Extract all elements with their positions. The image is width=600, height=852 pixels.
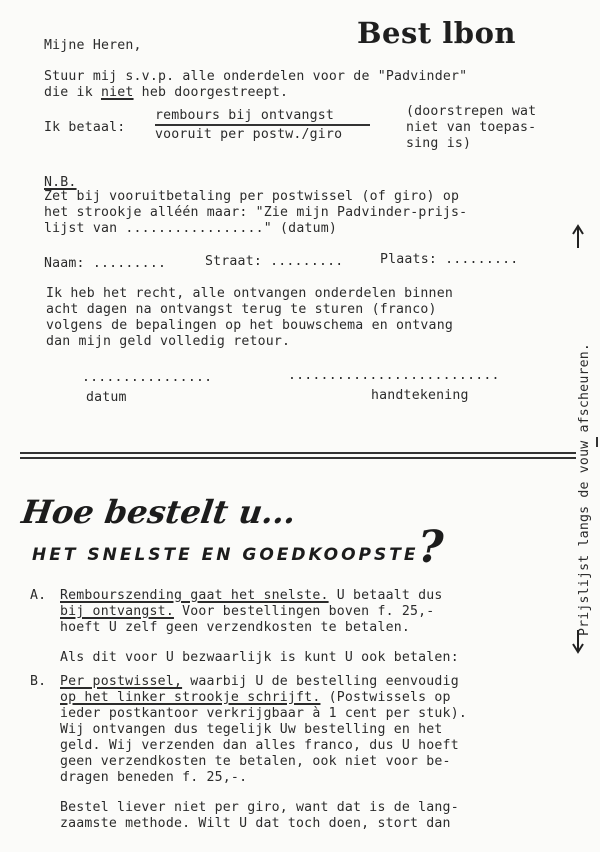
- rights-line-3: volgens de bepalingen op het bouwschema en ontvang: [46, 318, 453, 333]
- salutation: Mijne Heren,: [44, 38, 142, 53]
- payment-note-2: niet van toepas-: [406, 120, 537, 135]
- question-mark: ?: [418, 522, 444, 573]
- field-naam: Naam: .........: [44, 256, 167, 271]
- payment-option-rembours: rembours bij ontvangst: [155, 108, 335, 123]
- fold-line-bottom: [20, 457, 576, 459]
- how-subheading: HET SNELSTE EN GOEDKOOPSTE: [32, 545, 419, 565]
- intro-line-2: die ik niet heb doorgestreept.: [44, 85, 289, 100]
- section-a-line-1: Rembourszending gaat het snelste. U betaalt dus: [60, 588, 443, 603]
- nb-line-2: het strookje alléén maar: "Zie mijn Padvinder-prijs-: [44, 205, 468, 220]
- intro-line-1: Stuur mij s.v.p. alle onderdelen voor de "Padvinder": [44, 69, 468, 84]
- date-label: datum: [86, 390, 127, 405]
- niet-emphasis: niet: [100, 85, 134, 100]
- section-b-line-3: ieder postkantoor verkrijgbaar à 1 cent per stuk).: [60, 706, 467, 721]
- fold-line-top: [20, 452, 576, 454]
- section-b-line-1: Per postwissel, waarbij U de bestelling eenvoudig: [60, 674, 459, 689]
- section-a-line-3: hoeft U zelf geen verzendkosten te betalen.: [60, 620, 411, 635]
- how-heading: Hoe bestelt u...: [19, 493, 299, 531]
- section-b-marker: B.: [30, 674, 47, 689]
- section-b-line-7: dragen beneden f. 25,-.: [60, 770, 248, 785]
- rights-line-4: dan mijn geld volledig retour.: [46, 334, 291, 349]
- section-a-line-2: bij ontvangst. Voor bestellingen boven f. 25,-: [60, 604, 435, 619]
- section-b-line-5: geld. Wij verzenden dan alles franco, dus U hoeft: [60, 738, 459, 753]
- payment-option-vooruit: vooruit per postw./giro: [155, 127, 343, 142]
- field-straat: Straat: .........: [205, 254, 344, 269]
- giro-line-2: zaamste methode. Wilt U dat toch doen, stort dan: [60, 816, 451, 831]
- rights-line-2: acht dagen na ontvangst terug te sturen (franco): [46, 302, 437, 317]
- payment-note-1: (doorstrepen wat: [406, 104, 537, 119]
- date-dots: ................: [82, 370, 213, 385]
- nb-line-1: Zet bij vooruitbetaling per postwissel (of giro) op: [44, 189, 460, 204]
- nb-line-3: lijst van ................." (datum): [44, 221, 338, 236]
- payment-label: Ik betaal:: [44, 120, 126, 135]
- giro-line-1: Bestel liever niet per giro, want dat is de lang-: [60, 800, 459, 815]
- alt-payment: Als dit voor U bezwaarlijk is kunt U ook betalen:: [60, 650, 459, 665]
- field-plaats: Plaats: .........: [380, 252, 519, 267]
- payment-note-3: sing is): [406, 136, 472, 151]
- fold-mark: [596, 437, 598, 447]
- signature-dots: ..........................: [288, 368, 500, 383]
- section-a-marker: A.: [30, 588, 47, 603]
- arrow-down-icon: [568, 628, 588, 656]
- signature-label: handtekening: [371, 388, 469, 403]
- fraction-line: [155, 124, 370, 126]
- section-b-line-6: geen verzendkosten te betalen, ook niet voor be-: [60, 754, 451, 769]
- nb-heading: N.B.: [44, 175, 77, 190]
- section-b-line-2: op het linker strookje schrijft. (Postwissels op: [60, 690, 451, 705]
- page-title: Best lbon: [357, 16, 517, 50]
- arrow-up-icon: [568, 222, 588, 250]
- section-b-line-4: Wij ontvangen dus tegelijk Uw bestelling en het: [60, 722, 443, 737]
- rights-line-1: Ik heb het recht, alle ontvangen onderdelen binnen: [46, 286, 453, 301]
